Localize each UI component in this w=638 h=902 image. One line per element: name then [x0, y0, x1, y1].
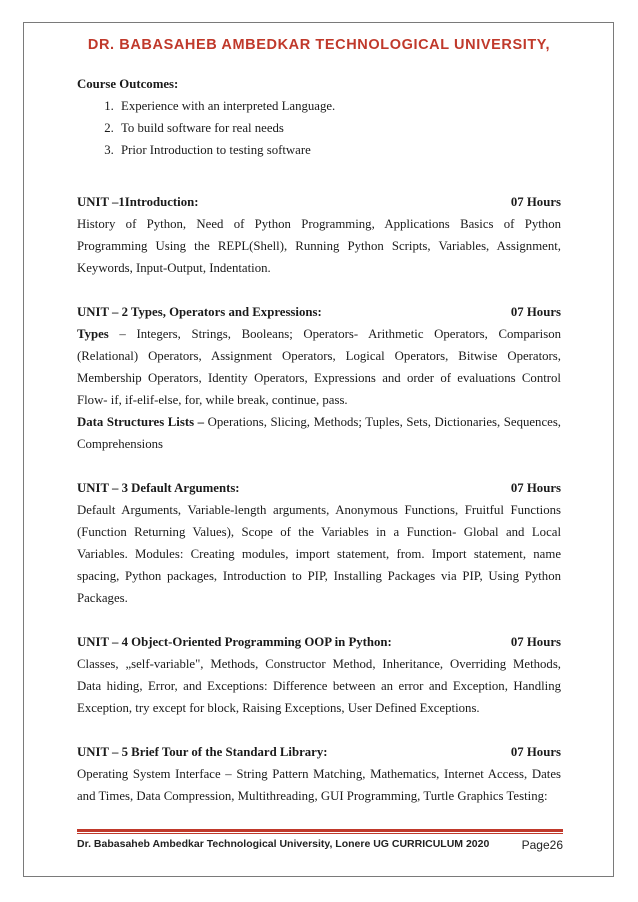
outcome-item: 2. To build software for real needs [117, 117, 561, 139]
university-header: DR. BABASAHEB AMBEDKAR TECHNOLOGICAL UNIVERSITY, [87, 37, 551, 53]
course-outcomes-list [77, 95, 561, 161]
unit-hours: 07 Hours [510, 745, 561, 759]
unit-5-heading [77, 741, 561, 763]
unit-4-body: Classes, „self-variable", Methods, Constructor Method, Inheritance, Overriding Methods, Data hiding, Error, and Exceptions: Difference between an error and Exception, Handling Exception, try except for block, Raising Exceptions, User Defined Exceptions. [77, 657, 561, 715]
unit-1-heading [77, 191, 561, 213]
outcome-item: 3. Prior Introduction to testing software [117, 139, 561, 161]
outcome-item: 1. Experience with an interpreted Language. [117, 95, 561, 117]
unit-2-heading [77, 301, 561, 323]
unit-3-body: Default Arguments, Variable-length arguments, Anonymous Functions, Fruitful Functions (Function Returning Values), Scope of the Variables in a Function- Global and Local Variables. Modules: Creating modules, import statement, from. Import statement, name spacing, Python packages, Introduction to PIP, Installing Packages via PIP, Using Python Packages. [77, 503, 561, 605]
document-body [77, 73, 561, 807]
unit-title: UNIT – 3 Default Arguments: [77, 481, 240, 495]
unit-2-body-data-structures [77, 411, 561, 455]
unit-5-body: Operating System Interface – String Pattern Matching, Mathematics, Internet Access, Dates and Times, Data Compression, Multithreading, GUI Programming, Turtle Graphics Testing: [77, 767, 561, 803]
unit-title: UNIT –1Introduction: [77, 195, 199, 209]
data-structures-lead: Data Structures Lists – [77, 415, 205, 429]
page-footer [77, 838, 563, 852]
footer-rule-thin [77, 833, 563, 834]
unit-2-body-types [77, 323, 561, 411]
unit-hours: 07 Hours [510, 305, 561, 319]
page-number: Page26 [521, 838, 563, 852]
footer-text: Dr. Babasaheb Ambedkar Technological University, Lonere UG CURRICULUM 2020 [77, 838, 490, 850]
data-structures-text: Operations, Slicing, Methods; Tuples, Sets, Dictionaries, Sequences, Comprehensions [77, 415, 561, 451]
course-outcomes-heading: Course Outcomes: [77, 77, 179, 91]
unit-hours: 07 Hours [510, 195, 561, 209]
unit-title: UNIT – 2 Types, Operators and Expressions: [77, 305, 322, 319]
footer-rule [77, 829, 563, 832]
unit-title: UNIT – 4 Object-Oriented Programming OOP in Python: [77, 635, 392, 649]
unit-4-heading [77, 631, 561, 653]
unit-1-body: History of Python, Need of Python Programming, Applications Basics of Python Programming Using the REPL(Shell), Running Python Scripts, Variables, Assignment, Keywords, Input-Output, Indentation. [77, 217, 561, 275]
unit-hours: 07 Hours [510, 481, 561, 495]
unit-hours: 07 Hours [510, 635, 561, 649]
unit-3-heading [77, 477, 561, 499]
unit-title: UNIT – 5 Brief Tour of the Standard Library: [77, 745, 328, 759]
types-lead: Types [77, 327, 109, 341]
types-text: – Integers, Strings, Booleans; Operators- Arithmetic Operators, Comparison (Relational) Operators, Assignment Operators, Logical Operators, Bitwise Operators, Membership Operators, Identity Operators, Expressions and order of evaluations Control Flow- if, if-elif-else, for, while break, continue, pass. [77, 327, 561, 407]
